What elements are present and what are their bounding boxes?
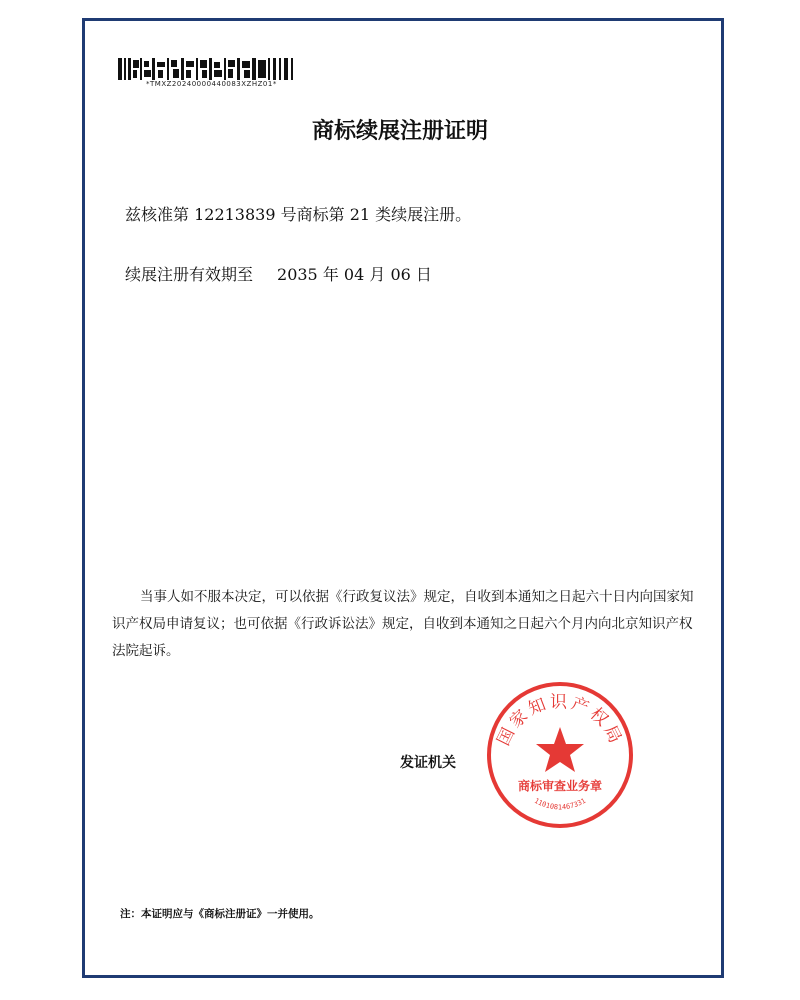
footnote: 注：本证明应与《商标注册证》一并使用。 xyxy=(120,908,320,920)
seal-outer-text: 国家知识产权局 xyxy=(493,692,627,749)
svg-text:1101081467331 xyxy=(533,797,587,812)
star-icon xyxy=(536,727,584,772)
issuer-label: 发证机关 xyxy=(400,755,456,771)
validity-label: 续展注册有效期至 xyxy=(125,265,254,284)
document-border xyxy=(82,18,724,978)
official-seal xyxy=(485,680,635,830)
seal-inner-text: 商标审查业务章 xyxy=(517,779,603,793)
barcode-image xyxy=(118,58,298,80)
appeal-notice: 当事人如不服本决定，可以依据《行政复议法》规定，自收到本通知之日起六十日内向国家知识产权局申请复议；也可依据《行政诉讼法》规定，自收到本通知之日起六个月内向北京知识产权法院起诉。 xyxy=(112,589,694,659)
validity-line xyxy=(125,262,432,285)
validity-date: 2035 年 04 月 06 日 xyxy=(277,265,432,284)
page-title: 商标续展注册证明 xyxy=(311,119,488,144)
barcode-code: *TMXZ20240000440083XZHZ01* xyxy=(146,80,277,88)
approval-line: 兹核准第 12213839 号商标第 21 类续展注册。 xyxy=(125,205,472,224)
seal-number: 1101081467331 xyxy=(532,796,588,812)
